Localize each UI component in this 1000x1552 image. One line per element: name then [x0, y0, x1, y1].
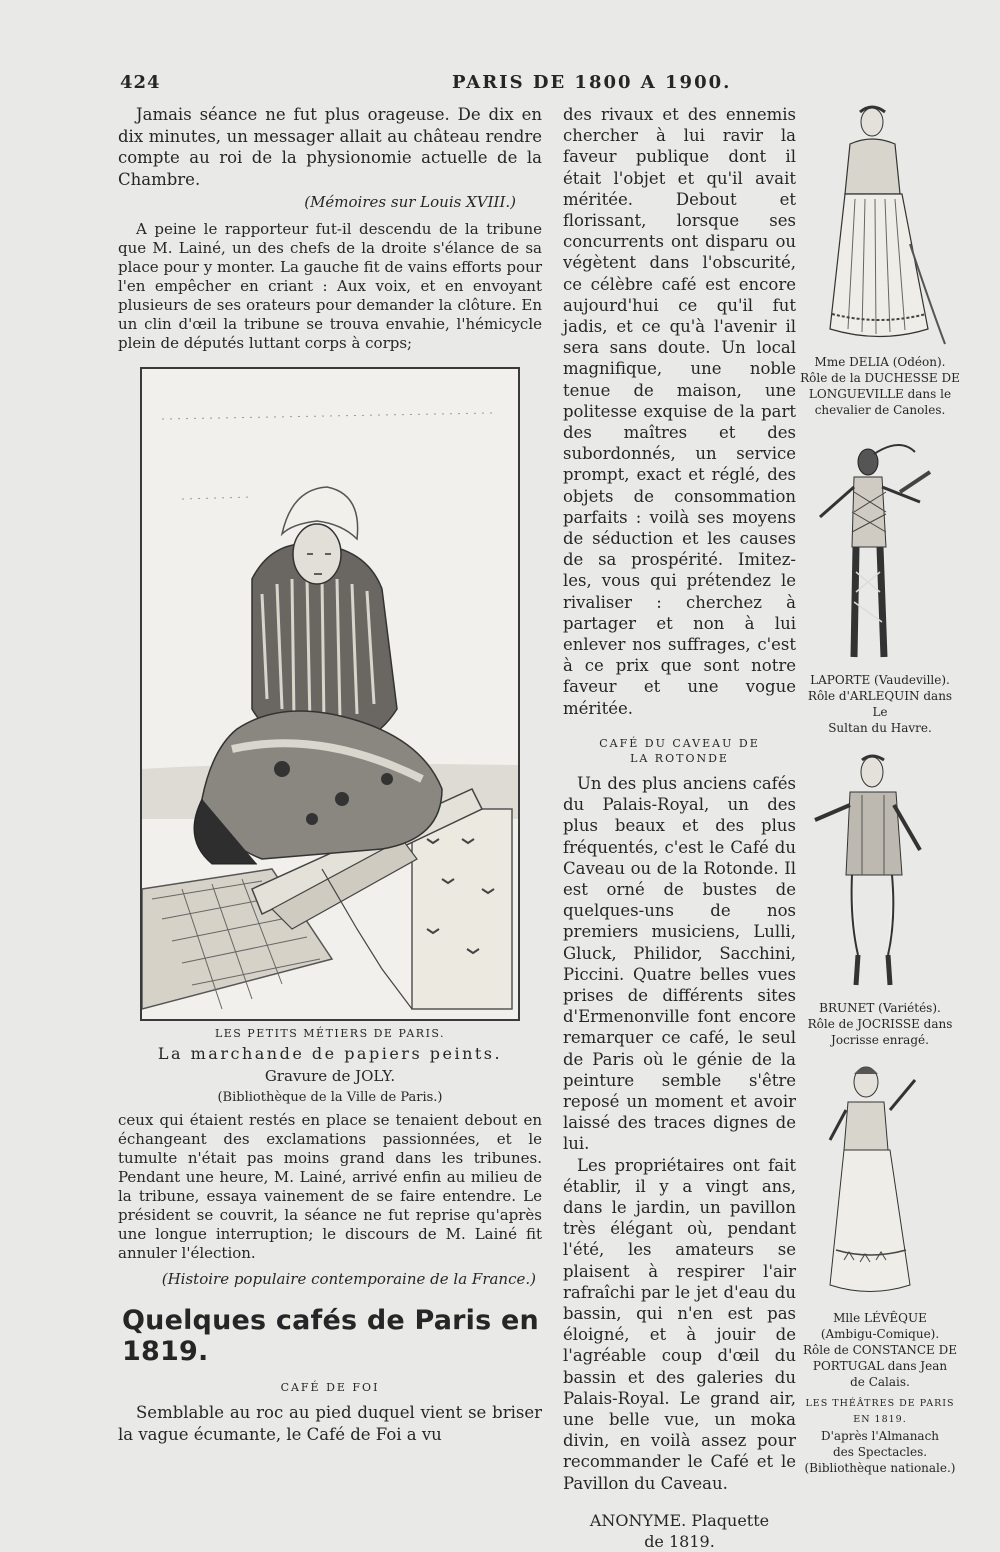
fig1-name: Mme DELIA (Odéon). — [814, 355, 946, 369]
credit-line5: (Bibliothèque nationale.) — [804, 1461, 956, 1475]
fig4-role3: de Calais. — [850, 1375, 910, 1389]
middle-column — [563, 104, 796, 1552]
source-histoire: (Histoire populaire contemporaine de la France.) — [161, 1270, 536, 1288]
plate-caption-engraver: Gravure de JOLY. — [264, 1067, 396, 1085]
subhead-cafe-de-foi: CAFÉ DE FOI — [280, 1381, 380, 1394]
fig4-role2: PORTUGAL dans Jean — [812, 1359, 948, 1373]
figure-delia — [810, 104, 950, 354]
signature-line2: de 1819. — [644, 1531, 715, 1551]
engraving-plate — [140, 367, 520, 1021]
fig2-name: LAPORTE (Vaudeville). — [810, 673, 950, 687]
fig4-role1: Rôle de CONSTANCE DE — [802, 1343, 957, 1357]
fig1-role3: chevalier de Canoles. — [814, 403, 946, 417]
paragraph-seance: Jamais séance ne fut plus orageuse. De dix en dix minutes, un messager allait au château rendre compte au roi de la physionomie actuelle de la Chambre. — [118, 105, 542, 189]
fig2-role2: Sultan du Havre. — [828, 721, 932, 735]
subhead-caveau-line1: CAFÉ DU CAVEAU DE — [599, 736, 760, 750]
plate-caption-series: LES PETITS MÉTIERS DE PARIS. — [214, 1027, 446, 1040]
running-title: PARIS DE 1800 A 1900. — [452, 72, 732, 93]
paragraph-cafe-de-foi: Semblable au roc au pied duquel vient se briser la vague écumante, le Café de Foi a vu — [118, 1403, 542, 1444]
fig4-name: Mlle LÉVÊQUE — [833, 1311, 927, 1325]
subhead-caveau-line2: LA ROTONDE — [630, 751, 729, 765]
fig3-role1: Rôle de JOCRISSE dans — [807, 1017, 953, 1031]
engraving-illustration — [142, 369, 518, 1019]
source-memoires: (Mémoires sur Louis XVIII.) — [304, 193, 516, 211]
paragraph-tumulte: ceux qui étaient restés en place se tenaient debout en échangeant des exclamations passionnées, et le tumulte n'était pas moins grand dans les tribunes. Pendant une heure, M. Lainé, arrivé enfin au milieu de la tribune, essaya vainement de se faire entendre. Le président se couvrit, la séance ne fut reprise qu'après une longue interruption; le discours de M. Lainé fit annuler l'élection. — [118, 1111, 542, 1262]
credit-line2: EN 1819. — [853, 1414, 907, 1425]
figure-leveque — [810, 1060, 950, 1310]
paragraph-caveau: Un des plus anciens cafés du Palais-Royal, un des plus beaux et des plus fréquentés, c'est le Café du Caveau ou de la Rotonde. Il est orné de bustes de quelques-uns de nos premiers musiciens, Lulli, Gluck, Philidor, Sacchini, Piccini. Quatre belles vues prises de différents sites d'Ermenonville font encore remarquer ce café, le seul de Paris où le génie de la peinture semble s'être reposé un moment et avoir laissé des traces dignes de lui. — [563, 773, 796, 1154]
left-column — [118, 104, 542, 1445]
fig3-name: BRUNET (Variétés). — [819, 1001, 941, 1015]
page-number: 424 — [120, 72, 161, 93]
fig1-role2: LONGUEVILLE dans le — [808, 387, 952, 401]
paragraph-rivaux: des rivaux et des ennemis chercher à lui ravir la faveur publique dont il était l'objet et qu'il avait méritée. Debout et florissant, lorsque ses concurrents ont disparu ou végètent dans l'obscurité, ce célèbre café est encore aujourd'hui ce qu'il fut jadis, et ce qu'à l'avenir il sera sans doute. Un local magnifique, une noble tenue de maison, une politesse exquise de la part des maîtres et des subordonnés, un service prompt, exact et réglé, des objets de consommation parfaits : voilà ses moyens de séduction et les causes de sa prospérité. Imitez-les, vous qui prétendez le rivaliser : cherchez à partager et non à lui enlever nos suffrages, c'est à ce prix que sont notre faveur et une vogue méritée. — [563, 105, 796, 718]
paragraph-laine: A peine le rapporteur fut-il descendu de la tribune que M. Lainé, un des chefs de la droite s'élance de sa place pour y monter. La gauche fit de vains efforts pour l'en empêcher en criant : Aux voix, et en envoyant plusieurs de ses orateurs pour demander la clôture. En un clin d'œil la tribune se trouva envahie, l'hémicycle plein de députés luttant corps à corps; — [118, 220, 542, 352]
plate-caption-title: La marchande de papiers peints. — [157, 1044, 503, 1063]
figure-laporte — [810, 432, 950, 672]
fig2-role1: Rôle d'ARLEQUIN dans Le — [807, 689, 953, 719]
credit-line4: des Spectacles. — [832, 1445, 928, 1459]
plate-caption-library: (Bibliothèque de la Ville de Paris.) — [217, 1090, 443, 1105]
fig1-role1: Rôle de la DUCHESSE DE — [800, 371, 960, 385]
credit-line1: LES THÉÂTRES DE PARIS — [805, 1398, 955, 1409]
figure-brunet — [810, 750, 950, 1000]
fig4-theatre: (Ambigu-Comique). — [820, 1327, 940, 1341]
signature-line1: ANONYME. Plaquette — [589, 1510, 770, 1530]
right-column — [800, 104, 960, 1476]
credit-line3: D'après l'Almanach — [820, 1429, 940, 1443]
fig3-role2: Jocrisse enragé. — [831, 1033, 929, 1047]
section-title: Quelques cafés de Paris en 1819. — [122, 1305, 539, 1367]
paragraph-pavillon: Les propriétaires ont fait établir, il y a vingt ans, dans le jardin, un pavillon très élégant où, pendant l'été, les amateurs se plaisent à respirer l'air rafraîchi par le jet d'eau du bassin, qui n'en est pas éloigné, et à jouir de l'agréable coup d'œil du bassin et des galeries du Palais-Royal. Le grand air, une belle vue, un moka divin, en voilà assez pour recommander le Café et le Pavillon du Caveau. — [563, 1155, 796, 1493]
